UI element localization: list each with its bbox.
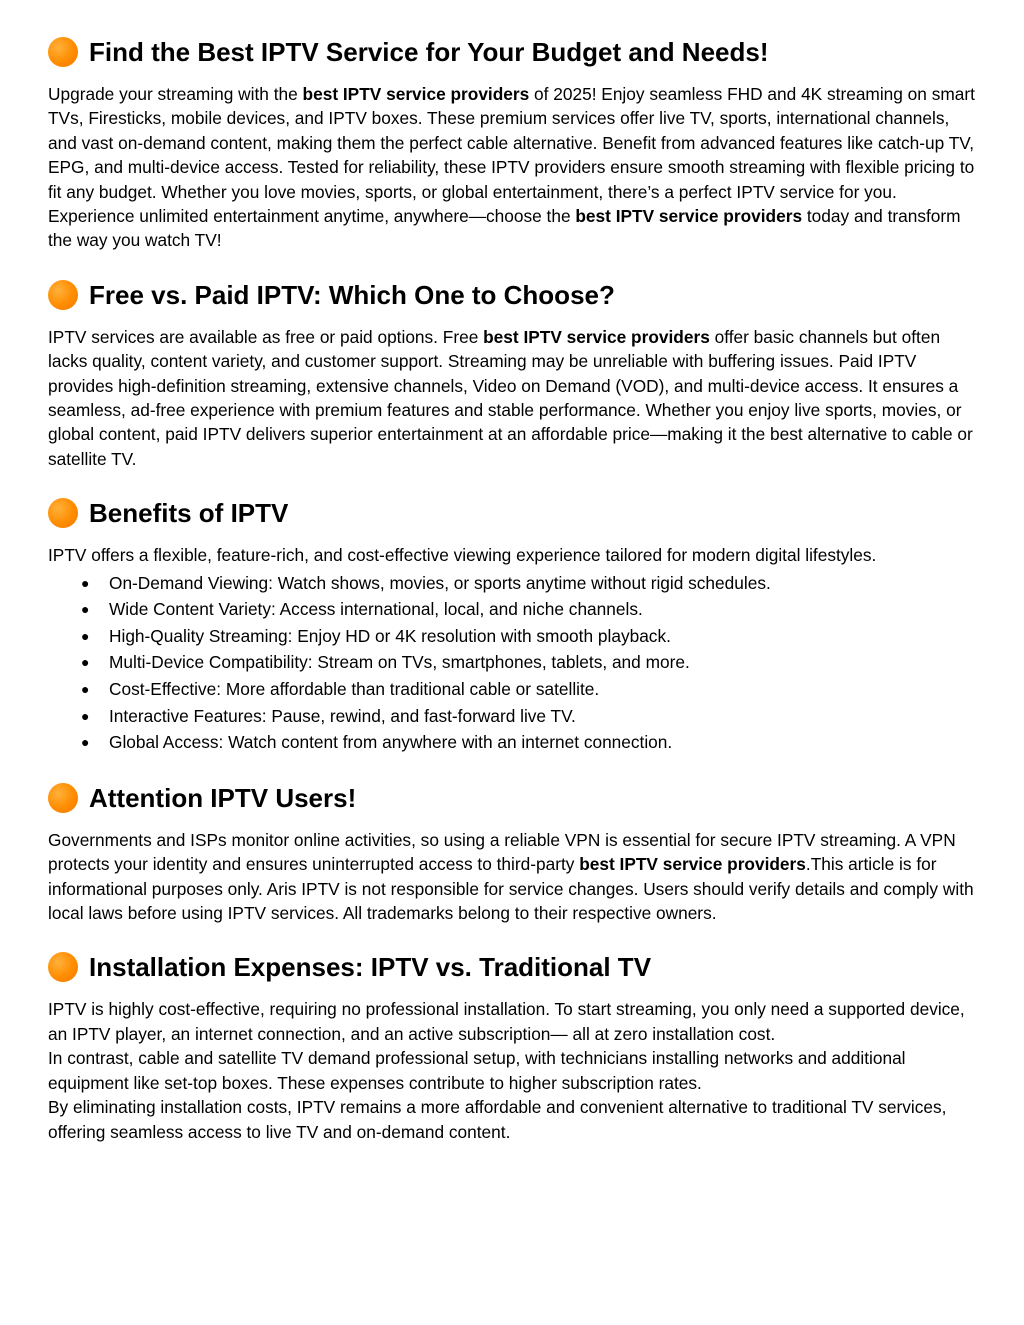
section-title: Benefits of IPTV: [89, 498, 289, 529]
bold-keyword: best IPTV service providers: [302, 84, 530, 104]
paragraph-text: today and transform the way you watch TV!: [48, 206, 961, 251]
orange-circle-icon: [48, 498, 78, 528]
bullet-dot-icon: ●: [81, 734, 90, 751]
section-heading: [48, 778, 976, 818]
paragraph-text: of 2025! Enjoy seamless FHD and 4K streaming on smart TVs, Firesticks, mobile devices, and IPTV boxes. These premium services offer live TV, sports, international channels, and vast on-demand content, making them the perfect cable alternative. Benefit from advanced features like catch-up TV, EPG, and multi-device access. Tested for reliability, these IPTV providers ensure smooth streaming with flexible pricing to fit any budget. Whether you love movies, sports, or global entertainment, there’s a perfect IPTV service for you. Experience unlimited entertainment anytime, anywhere—choose the: [48, 84, 975, 227]
bullet-dot-icon: ●: [81, 681, 90, 698]
orange-circle-icon: [48, 280, 78, 310]
bullet-dot-icon: ●: [81, 707, 90, 724]
list-item-text: Multi-Device Compatibility: Stream on TVs, smartphones, tablets, and more.: [109, 652, 690, 673]
section-title: Free vs. Paid IPTV: Which One to Choose?: [89, 279, 615, 310]
paragraph-text: IPTV services are available as free or paid options. Free: [48, 326, 484, 347]
section-title: Attention IPTV Users!: [89, 782, 357, 813]
list-item: [48, 729, 976, 756]
paragraph-text: offer basic channels but often lacks quality, content variety, and customer support. Streaming may be unreliable with buffering issues. Paid IPTV provides high-definition streaming, extensive channels, Video on Demand (VOD), and multi-device access. It ensures a seamless, ad-free experience with premium features and stable performance. Whether you enjoy live sports, movies, or global content, paid IPTV delivers superior entertainment at an affordable price—making it the best alternative to cable or satellite TV.: [48, 326, 973, 469]
section-heading: [48, 32, 976, 72]
bullet-dot-icon: ●: [81, 574, 90, 591]
paragraph-text: .This article is for informational purposes only. Aris IPTV is not responsible for service changes. Users should verify details and comply with local laws before using IPTV services. All trademarks belong to their respective owners.: [48, 854, 974, 924]
section-paragraph: [48, 828, 976, 926]
section-heading: [48, 947, 976, 987]
section-installation-expenses: [48, 947, 976, 1143]
bullet-dot-icon: ●: [81, 654, 90, 671]
section-attention-users: [48, 778, 976, 926]
orange-circle-icon: [48, 783, 78, 813]
bold-keyword: best IPTV service providers: [579, 854, 806, 875]
section-paragraph: In contrast, cable and satellite TV demand professional setup, with technicians installing networks and additional equipment like set-top boxes. These expenses contribute to higher subscription rates.: [48, 1048, 906, 1093]
bold-keyword: best IPTV service providers: [483, 326, 710, 347]
bullet-dot-icon: ●: [81, 627, 90, 644]
list-item: [48, 703, 976, 730]
section-title: Find the Best IPTV Service for Your Budget and Needs!: [89, 37, 769, 67]
benefits-list: [48, 570, 976, 756]
orange-circle-icon: [48, 37, 78, 67]
bullet-dot-icon: ●: [81, 601, 90, 618]
list-item-text: Cost-Effective: More affordable than traditional cable or satellite.: [109, 679, 600, 700]
section-title: Installation Expenses: IPTV vs. Traditional TV: [89, 952, 652, 983]
section-paragraph: IPTV is highly cost-effective, requiring no professional installation. To start streaming, you only need a supported device, an IPTV player, an internet connection, and an active subscription— all at zero installation cost.: [48, 999, 965, 1044]
section-heading: [48, 493, 976, 533]
list-item: [48, 676, 976, 703]
section-intro: IPTV offers a flexible, feature-rich, and cost-effective viewing experience tailored for modern digital lifestyles.: [48, 545, 877, 566]
section-paragraph: By eliminating installation costs, IPTV remains a more affordable and convenient alternative to traditional TV services, offering seamless access to live TV and on-demand content.: [48, 1097, 947, 1142]
list-item-text: Global Access: Watch content from anywhere with an internet connection.: [109, 732, 673, 753]
section-free-vs-paid: [48, 275, 976, 471]
orange-circle-icon: [48, 952, 78, 982]
paragraph-text: Governments and ISPs monitor online activities, so using a reliable VPN is essential for secure IPTV streaming. A VPN protects your identity and ensures uninterrupted access to third-party: [48, 829, 956, 875]
list-item-text: Wide Content Variety: Access international, local, and niche channels.: [109, 599, 643, 620]
list-item: [48, 649, 976, 676]
section-find-best-iptv: [48, 32, 976, 253]
bold-keyword: best IPTV service providers: [575, 206, 803, 227]
list-item: [48, 596, 976, 623]
list-item: [48, 623, 976, 650]
section-paragraph: [48, 82, 976, 253]
list-item-text: On-Demand Viewing: Watch shows, movies, or sports anytime without rigid schedules.: [109, 572, 771, 593]
paragraph-text: Upgrade your streaming with the: [48, 84, 303, 104]
list-item-text: Interactive Features: Pause, rewind, and fast-forward live TV.: [109, 705, 576, 726]
section-paragraph: [48, 325, 976, 471]
list-item: [48, 570, 976, 597]
list-item-text: High-Quality Streaming: Enjoy HD or 4K resolution with smooth playback.: [109, 625, 671, 646]
section-benefits: [48, 493, 976, 756]
section-heading: [48, 275, 976, 315]
